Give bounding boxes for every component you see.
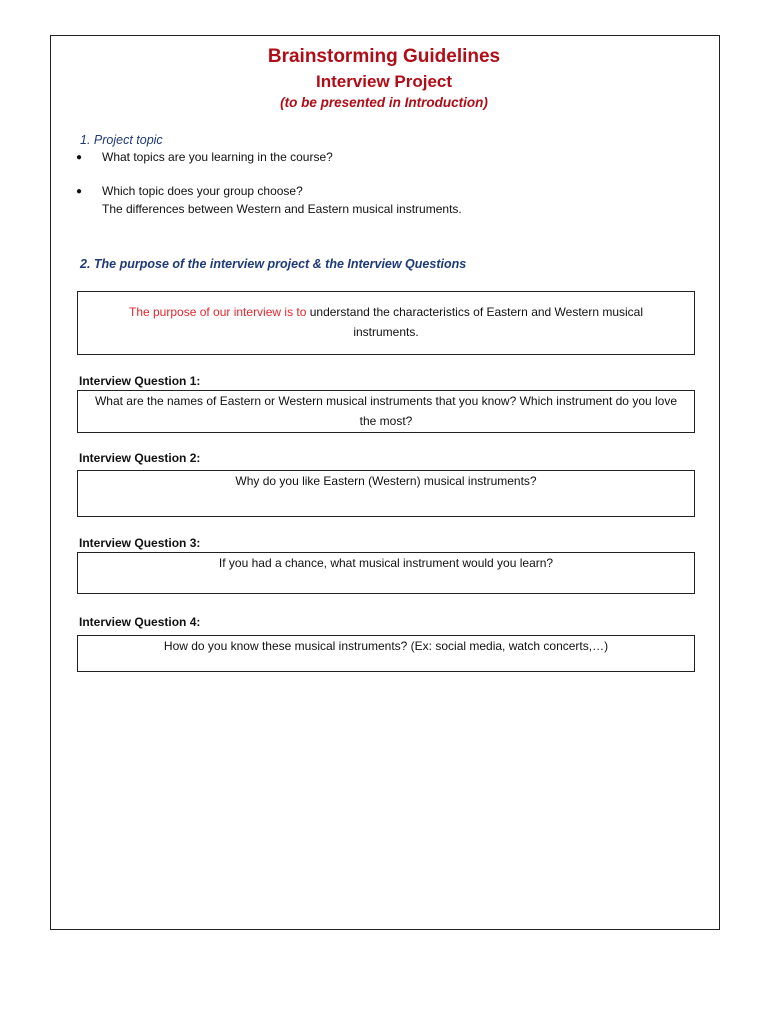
document-subtitle: Interview Project [315, 72, 453, 91]
question-label: Interview Question 1: [79, 374, 201, 388]
project-topic-answer: The differences between Western and Eastern musical instruments. [102, 202, 462, 216]
purpose-text: understand the characteristics of Eastern and Western musical instruments. [306, 305, 644, 339]
bullet-icon: ● [76, 186, 83, 197]
question-box: What are the names of Eastern or Western musical instruments that you know? Which instrument do you love the most? [77, 390, 695, 433]
question-label: Interview Question 4: [79, 615, 201, 629]
document-note: (to be presented in Introduction) [280, 95, 488, 110]
question-label: Interview Question 2: [79, 451, 201, 465]
bullet-item: What topics are you learning in the course? [102, 150, 333, 164]
question-label: Interview Question 3: [79, 536, 201, 550]
bullet-item: Which topic does your group choose? [102, 184, 303, 198]
purpose-lead: The purpose of our interview is to [128, 305, 307, 319]
document-title: Brainstorming Guidelines [267, 46, 501, 67]
bullet-icon: ● [76, 152, 83, 163]
question-box: How do you know these musical instruments? (Ex: social media, watch concerts,…) [77, 635, 695, 672]
section-heading-purpose: 2. The purpose of the interview project & the Interview Questions [80, 257, 467, 271]
question-box: If you had a chance, what musical instrument would you learn? [77, 552, 695, 594]
purpose-box [77, 291, 695, 355]
section-heading-project-topic: 1. Project topic [80, 133, 163, 147]
question-box: Why do you like Eastern (Western) musical instruments? [77, 470, 695, 517]
